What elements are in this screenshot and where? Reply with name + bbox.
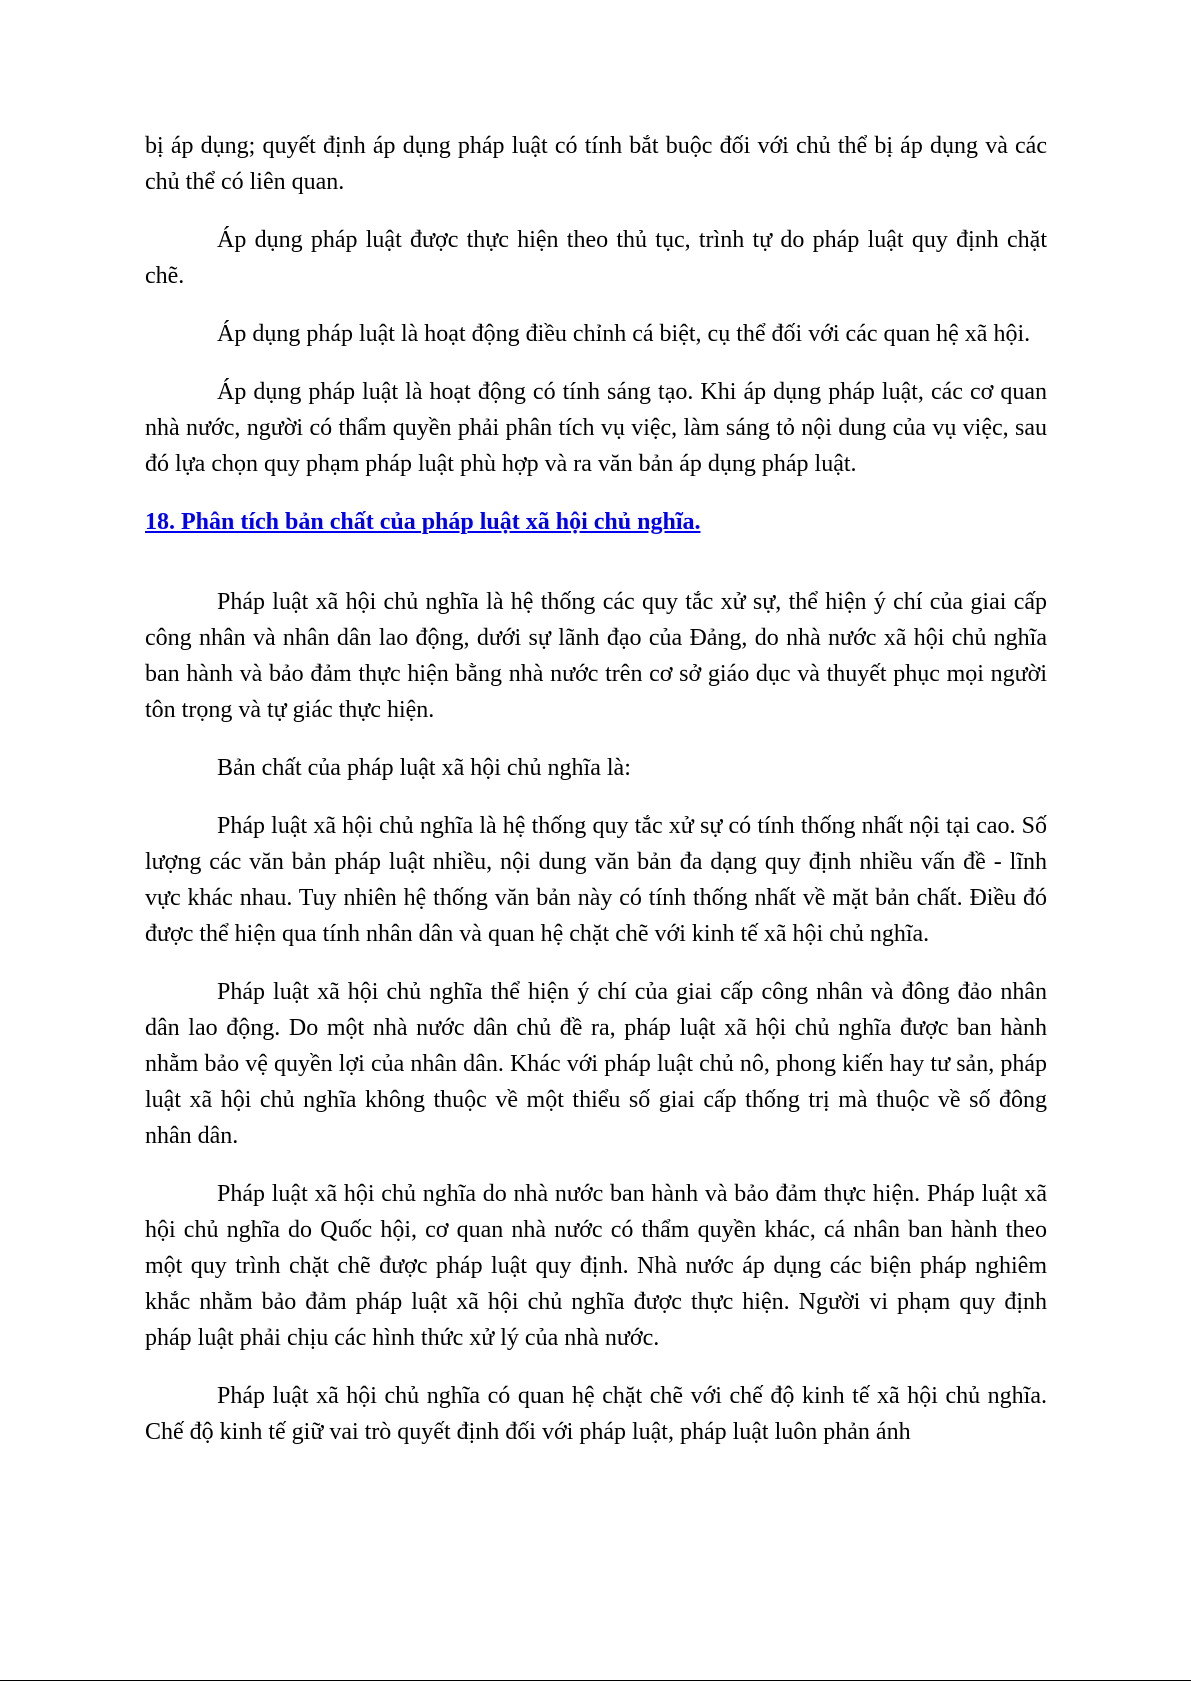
paragraph: Pháp luật xã hội chủ nghĩa là hệ thống các quy tắc xử sự, thể hiện ý chí của giai cấp công nhân và nhân dân lao động, dưới sự lãnh đạo của Đảng, do nhà nước xã hội chủ nghĩa ban hành và bảo đảm thực hiện bằng nhà nước trên cơ sở giáo dục và thuyết phục mọi người tôn trọng và tự giác thực hiện. <box>145 589 1047 723</box>
paragraph: Pháp luật xã hội chủ nghĩa là hệ thống quy tắc xử sự có tính thống nhất nội tại cao. Số lượng các văn bản pháp luật nhiều, nội dung văn bản đa dạng quy định nhiều vấn đề - lĩnh vực khác nhau. Tuy nhiên hệ thống văn bản này có tính thống nhất về mặt bản chất. Điều đó được thể hiện qua tính nhân dân và quan hệ chặt chẽ với kinh tế xã hội chủ nghĩa. <box>145 813 1047 947</box>
paragraph: Áp dụng pháp luật được thực hiện theo thủ tục, trình tự do pháp luật quy định chặt chẽ. <box>145 227 1047 289</box>
paragraph-continued: bị áp dụng; quyết định áp dụng pháp luật có tính bắt buộc đối với chủ thể bị áp dụng và các chủ thể có liên quan. <box>145 133 1047 195</box>
section-heading-container <box>145 504 1047 562</box>
paragraph: Áp dụng pháp luật là hoạt động có tính sáng tạo. Khi áp dụng pháp luật, các cơ quan nhà nước, người có thẩm quyền phải phân tích vụ việc, làm sáng tỏ nội dung của vụ việc, sau đó lựa chọn quy phạm pháp luật phù hợp và ra văn bản áp dụng pháp luật. <box>145 379 1047 477</box>
document-page <box>145 128 1047 1472</box>
paragraph: Pháp luật xã hội chủ nghĩa do nhà nước ban hành và bảo đảm thực hiện. Pháp luật xã hội chủ nghĩa do Quốc hội, cơ quan nhà nước có thẩm quyền khác, cá nhân ban hành theo một quy trình chặt chẽ được pháp luật quy định. Nhà nước áp dụng các biện pháp nghiêm khắc nhằm bảo đảm pháp luật xã hội chủ nghĩa được thực hiện. Người vi phạm quy định pháp luật phải chịu các hình thức xử lý của nhà nước. <box>145 1181 1047 1351</box>
paragraph: Áp dụng pháp luật là hoạt động điều chỉnh cá biệt, cụ thể đối với các quan hệ xã hội. <box>217 321 1031 347</box>
section-heading-link[interactable]: 18. Phân tích bản chất của pháp luật xã hội chủ nghĩa. <box>145 509 701 535</box>
paragraph: Pháp luật xã hội chủ nghĩa thể hiện ý chí của giai cấp công nhân và đông đảo nhân dân lao động. Do một nhà nước dân chủ đề ra, pháp luật xã hội chủ nghĩa được ban hành nhằm bảo vệ quyền lợi của nhân dân. Khác với pháp luật chủ nô, phong kiến hay tư sản, pháp luật xã hội chủ nghĩa không thuộc về một thiểu số giai cấp thống trị mà thuộc về số đông nhân dân. <box>145 979 1047 1149</box>
paragraph: Bản chất của pháp luật xã hội chủ nghĩa là: <box>217 755 631 781</box>
page-bottom-rule <box>0 1680 1191 1681</box>
paragraph-truncated: Pháp luật xã hội chủ nghĩa có quan hệ chặt chẽ với chế độ kinh tế xã hội chủ nghĩa. Chế độ kinh tế giữ vai trò quyết định đối với pháp luật, pháp luật luôn phản ánh <box>145 1383 1047 1445</box>
